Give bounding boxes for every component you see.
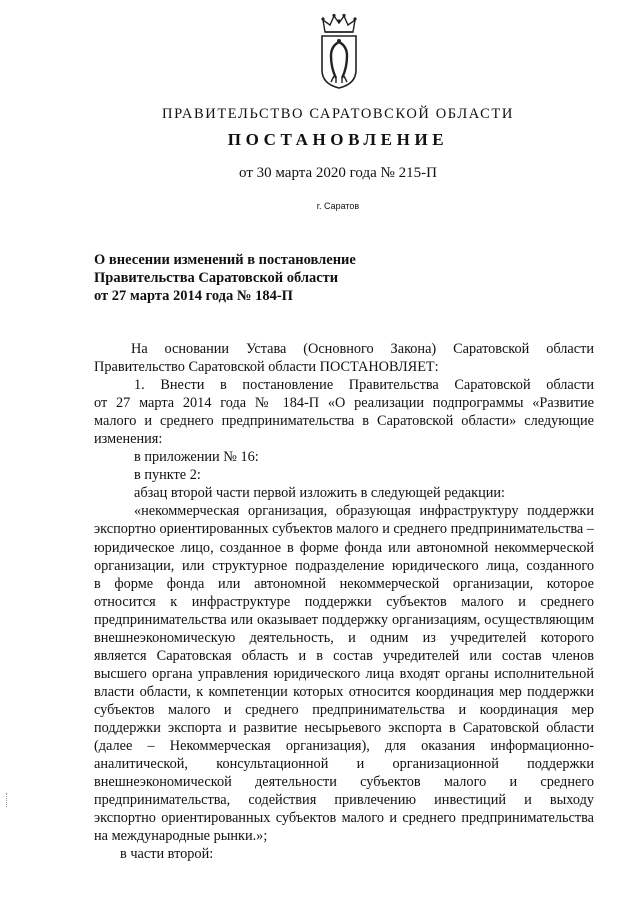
body-line: в пункте 2: bbox=[134, 467, 201, 484]
body-line: предпринимательства или оказывает поддержку организациям, осуществляющим bbox=[94, 611, 594, 628]
body-line: 1. Внести в постановление Правительства Саратовской области bbox=[134, 377, 594, 394]
body-line: от 27 марта 2014 года № 184-П «О реализации подпрограммы «Развитие bbox=[94, 395, 594, 412]
body-line: поддержки экспорта и развитие несырьевого экспорта в Саратовской области bbox=[94, 719, 594, 736]
body-line: в форме фонда или автономной некоммерческой организации, которое bbox=[94, 575, 594, 592]
body-line: изменения: bbox=[94, 431, 163, 448]
body-line: в части второй: bbox=[120, 846, 214, 863]
body-line: юридическое лицо, созданное в форме фонда или автономной некоммерческой bbox=[94, 539, 594, 556]
body-line: малого и среднего предпринимательства в Саратовской области» следующие bbox=[94, 413, 594, 430]
body-line: Правительство Саратовской области ПОСТАНОВЛЯЕТ: bbox=[94, 359, 439, 376]
body-line: является Саратовская область и в состав учредителей или состав членов bbox=[94, 647, 594, 664]
body-line: высшего органа управления юридического лица входят органы исполнительной bbox=[94, 665, 594, 682]
document-city: г. Саратов bbox=[316, 201, 360, 211]
body-line: экспортно ориентированных субъектов малого и среднего предпринимательства bbox=[94, 810, 594, 827]
document-date-number: от 30 марта 2020 года № 215-П bbox=[239, 165, 437, 181]
body-line: на международные рынки.»; bbox=[94, 828, 268, 845]
document-body bbox=[94, 340, 594, 863]
body-line: власти области, к компетенции которых относится координация мер поддержки bbox=[94, 683, 594, 700]
body-line: На основании Устава (Основного Закона) Саратовской области bbox=[131, 341, 594, 357]
body-line: субъектов малого и среднего предпринимательства и координация мер bbox=[94, 701, 594, 718]
body-line: внешнеэкономической деятельности субъектов малого и среднего bbox=[94, 774, 594, 791]
body-line: аналитической, консультационной и организационной поддержки bbox=[94, 756, 594, 773]
title-line: Правительства Саратовской области bbox=[94, 270, 339, 286]
document-title bbox=[94, 251, 356, 305]
title-line: от 27 марта 2014 года № 184-П bbox=[94, 288, 293, 304]
government-name: ПРАВИТЕЛЬСТВО САРАТОВСКОЙ ОБЛАСТИ bbox=[162, 106, 514, 122]
saratov-coat-of-arms-icon bbox=[316, 12, 362, 90]
body-line: в приложении № 16: bbox=[134, 449, 259, 466]
body-line: организации, или структурное подразделение юридического лица, созданного bbox=[94, 557, 594, 574]
title-line: О внесении изменений в постановление bbox=[94, 252, 356, 268]
body-line: внешнеэкономическую деятельность, и одним из учредителей которого bbox=[94, 629, 594, 646]
body-line: (далее – Некоммерческая организация), для оказания информационно- bbox=[94, 738, 594, 755]
body-line: относится к инфраструктуре поддержки субъектов малого и среднего bbox=[94, 593, 594, 610]
body-line: абзац второй части первой изложить в следующей редакции: bbox=[134, 485, 506, 502]
body-line: экспортно ориентированных субъектов малого и среднего предпринимательства – bbox=[94, 521, 594, 538]
body-line: «некоммерческая организация, образующая инфраструктуру поддержки bbox=[134, 503, 594, 520]
document-type: ПОСТАНОВЛЕНИЕ bbox=[227, 130, 449, 149]
margin-mark bbox=[6, 793, 8, 807]
body-line: предпринимательства, содействия привлечению инвестиций и выходу bbox=[94, 792, 594, 809]
